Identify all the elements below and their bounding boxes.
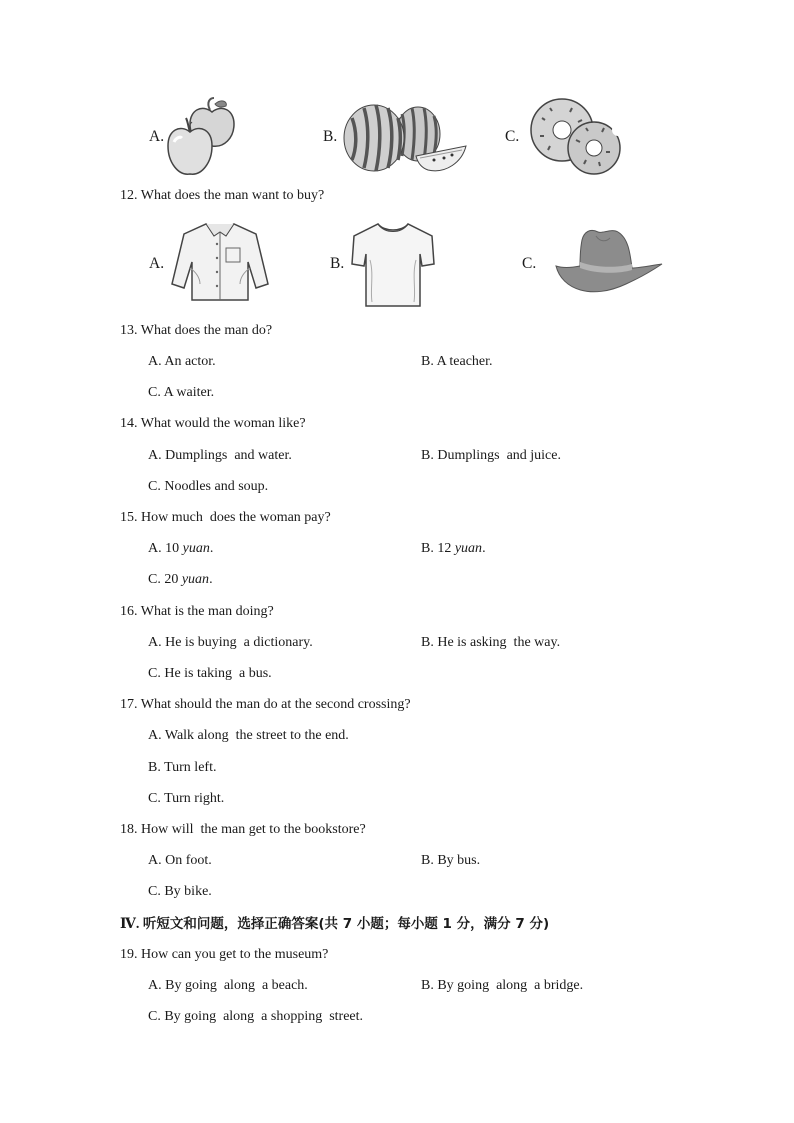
- q17-option-a: A. Walk along the street to the end.: [148, 728, 349, 743]
- question-13: 13. What does the man do?: [120, 323, 273, 338]
- question-14: 14. What would the woman like?: [120, 416, 306, 431]
- shirt-image: [170, 218, 270, 306]
- q15-option-c: C. 20 yuan.: [148, 572, 213, 587]
- q15-option-b: B. 12 yuan.: [421, 541, 486, 556]
- q11-option-a-label: A.: [149, 128, 165, 145]
- section-4-title: 听短文和问题，选择正确答案(共 7 小题；每小题 1 分，满分 7 分): [142, 916, 550, 932]
- q16-option-b: B. He is asking the way.: [421, 635, 561, 650]
- donuts-image: [528, 96, 626, 178]
- apples-image: [166, 96, 236, 178]
- q18-option-c: C. By bike.: [148, 884, 212, 899]
- section-4-numeral: Ⅳ.: [120, 917, 140, 932]
- question-12: 12. What does the man want to buy?: [120, 188, 325, 203]
- q18-option-b: B. By bus.: [421, 853, 481, 868]
- watermelons-image: [342, 98, 470, 174]
- question-16: 16. What is the man doing?: [120, 604, 274, 619]
- q17-option-c: C. Turn right.: [148, 791, 225, 806]
- q12-option-c-label: C.: [522, 255, 537, 272]
- section-4-heading: [120, 915, 549, 934]
- question-17: 17. What should the man do at the second crossing?: [120, 697, 411, 712]
- q14-option-a: A. Dumplings and water.: [148, 448, 292, 463]
- q16-option-c: C. He is taking a bus.: [148, 666, 272, 681]
- q19-option-c: C. By going along a shopping street.: [148, 1009, 364, 1024]
- q11-option-b-label: B.: [323, 128, 338, 145]
- q16-option-a: A. He is buying a dictionary.: [148, 635, 313, 650]
- q14-option-b: B. Dumplings and juice.: [421, 448, 561, 463]
- q15-option-a: A. 10 yuan.: [148, 541, 214, 556]
- q19-option-a: A. By going along a beach.: [148, 978, 308, 993]
- q18-option-a: A. On foot.: [148, 853, 212, 868]
- hat-image: [552, 228, 664, 298]
- question-18: 18. How will the man get to the bookstore?: [120, 822, 366, 837]
- q12-option-b-label: B.: [330, 255, 345, 272]
- q12-option-a-label: A.: [149, 255, 165, 272]
- q11-option-c-label: C.: [505, 128, 520, 145]
- question-19: 19. How can you get to the museum?: [120, 947, 329, 962]
- q13-option-b: B. A teacher.: [421, 354, 493, 369]
- t-shirt-image: [350, 220, 436, 308]
- q13-option-c: C. A waiter.: [148, 385, 215, 400]
- q17-option-b: B. Turn left.: [148, 760, 217, 775]
- q19-option-b: B. By going along a bridge.: [421, 978, 584, 993]
- q13-option-a: A. An actor.: [148, 354, 216, 369]
- question-15: 15. How much does the woman pay?: [120, 510, 331, 525]
- q14-option-c: C. Noodles and soup.: [148, 479, 269, 494]
